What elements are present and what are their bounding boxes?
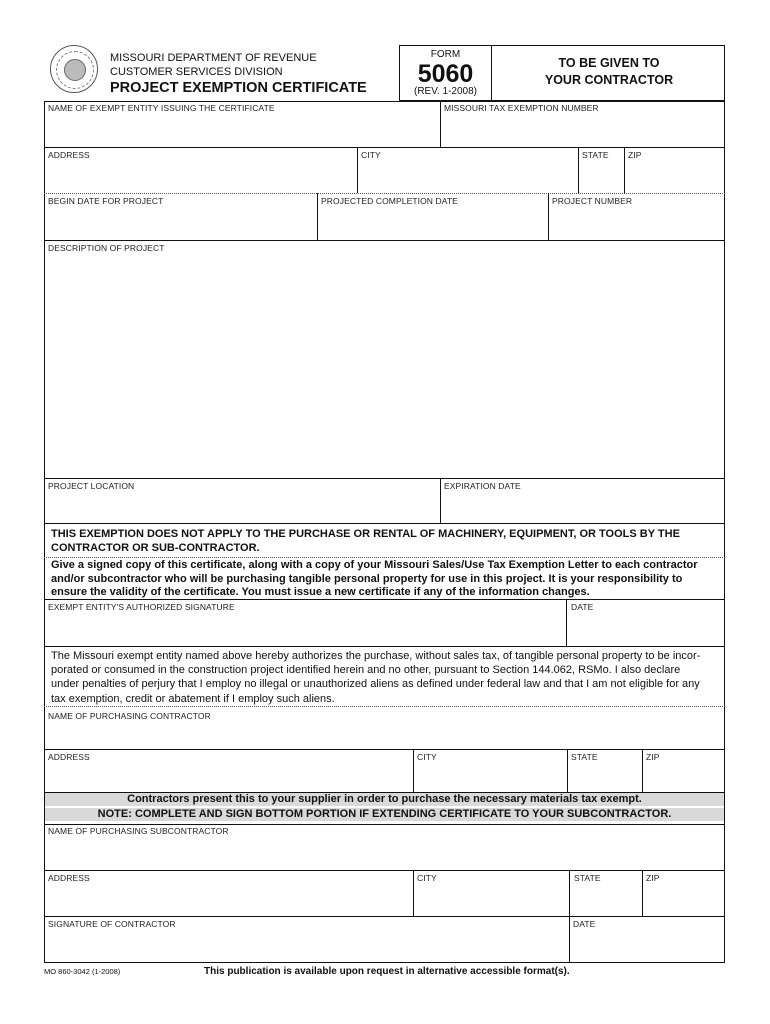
- form-title: PROJECT EXEMPTION CERTIFICATE: [110, 80, 367, 96]
- contractor-zip-field[interactable]: ZIP: [646, 752, 660, 762]
- exempt-entity-name-field[interactable]: NAME OF EXEMPT ENTITY ISSUING THE CERTIFICATE: [48, 103, 275, 113]
- accessibility-notice: This publication is available upon request in alternative accessible format(s).: [204, 966, 570, 977]
- column-divider: [624, 147, 625, 193]
- issuance-instructions: [51, 559, 698, 600]
- column-divider: [642, 870, 643, 916]
- begin-date-field[interactable]: BEGIN DATE FOR PROJECT: [48, 196, 164, 206]
- column-divider: [569, 870, 570, 916]
- tax-exemption-number-field[interactable]: MISSOURI TAX EXEMPTION NUMBER: [444, 103, 599, 113]
- divider: [44, 478, 725, 479]
- project-location-field[interactable]: PROJECT LOCATION: [48, 481, 135, 491]
- authorization-line: The Missouri exempt entity named above hereby authorizes the purchase, without sales tax, of tangible personal property to be incor-: [51, 650, 701, 662]
- contractor-name-field[interactable]: NAME OF PURCHASING CONTRACTOR: [48, 711, 211, 721]
- form-code: MO 860-3042 (1-2008): [44, 967, 121, 976]
- entity-zip-field[interactable]: ZIP: [628, 150, 642, 160]
- subcontractor-note: NOTE: COMPLETE AND SIGN BOTTOM PORTION IF EXTENDING CERTIFICATE TO YOUR SUBCONTRACTOR.: [97, 808, 672, 820]
- authorization-line: porated or consumed in the construction project identified herein and no other, pursuant to Section 144.062, RSMo. I also declare: [51, 664, 681, 677]
- project-number-field[interactable]: PROJECT NUMBER: [552, 196, 633, 206]
- warning-line: CONTRACTOR OR SUB-CONTRACTOR.: [51, 541, 260, 554]
- column-divider: [569, 916, 570, 963]
- authorization-line: under penalties of perjury that I employ no illegal or unauthorized aliens as defined under federal law and that I am not eligible for any: [51, 678, 700, 691]
- contractor-state-field[interactable]: STATE: [571, 752, 598, 762]
- instruction-line: ensure the validity of the certificate. You must issue a new certificate if any of the information changes.: [51, 586, 590, 598]
- divider: [44, 147, 725, 148]
- department-name: MISSOURI DEPARTMENT OF REVENUE: [110, 52, 317, 64]
- entity-signature-field[interactable]: EXEMPT ENTITY'S AUTHORIZED SIGNATURE: [48, 602, 235, 612]
- column-divider: [548, 193, 549, 240]
- subcontractor-city-field[interactable]: CITY: [417, 873, 437, 883]
- contractor-city-field[interactable]: CITY: [417, 752, 437, 762]
- authorization-line: tax exemption, credit or abatement if I employ such aliens.: [51, 692, 335, 705]
- divider: [44, 916, 725, 917]
- recipient-line-2: YOUR CONTRACTOR: [544, 73, 674, 87]
- project-description-field[interactable]: DESCRIPTION OF PROJECT: [48, 243, 165, 253]
- divider: [44, 523, 725, 524]
- missouri-state-seal: [50, 45, 98, 93]
- column-divider: [440, 478, 441, 523]
- division-name: CUSTOMER SERVICES DIVISION: [110, 66, 283, 78]
- instruction-line: and/or subcontractor who will be purchasing tangible personal property for use in this project. It is your responsibility to: [51, 572, 683, 585]
- column-divider: [642, 749, 643, 792]
- divider: [44, 824, 725, 825]
- column-divider: [566, 599, 567, 646]
- form-revision: (REV. 1-2008): [414, 86, 477, 97]
- recipient-line-1: TO BE GIVEN TO: [558, 56, 660, 70]
- column-divider: [413, 870, 414, 916]
- instruction-line: Give a signed copy of this certificate, along with a copy of your Missouri Sales/Use Tax Exemption Letter to each contractor: [51, 559, 698, 571]
- divider: [44, 870, 725, 871]
- entity-signature-date-field[interactable]: DATE: [571, 602, 594, 612]
- seal-emblem: [64, 59, 86, 81]
- subcontractor-zip-field[interactable]: ZIP: [646, 873, 660, 883]
- recipient-instruction: [493, 55, 725, 89]
- column-divider: [440, 101, 441, 147]
- divider: [44, 557, 725, 558]
- subcontractor-address-field[interactable]: ADDRESS: [48, 873, 90, 883]
- divider: [44, 646, 725, 647]
- subcontractor-state-field[interactable]: STATE: [574, 873, 601, 883]
- contractor-signature-field[interactable]: SIGNATURE OF CONTRACTOR: [48, 919, 176, 929]
- contractor-signature-date-field[interactable]: DATE: [573, 919, 596, 929]
- authorization-statement: [51, 649, 719, 706]
- expiration-date-field[interactable]: EXPIRATION DATE: [444, 481, 521, 491]
- divider: [44, 193, 725, 194]
- supplier-note: Contractors present this to your supplier in order to purchase the necessary materials tax exempt.: [127, 793, 642, 805]
- warning-line: THIS EXEMPTION DOES NOT APPLY TO THE PURCHASE OR RENTAL OF MACHINERY, EQUIPMENT, OR TOOLS BY THE: [51, 528, 680, 540]
- column-divider: [567, 749, 568, 792]
- exemption-warning: [51, 528, 680, 555]
- entity-address-field[interactable]: ADDRESS: [48, 150, 90, 160]
- divider: [44, 749, 725, 750]
- column-divider: [357, 147, 358, 193]
- column-divider: [317, 193, 318, 240]
- column-divider: [578, 147, 579, 193]
- form-number: 5060: [417, 60, 474, 88]
- divider: [44, 240, 725, 241]
- completion-date-field[interactable]: PROJECTED COMPLETION DATE: [321, 196, 458, 206]
- form-label: FORM: [430, 49, 461, 60]
- divider: [44, 706, 725, 707]
- entity-state-field[interactable]: STATE: [582, 150, 609, 160]
- subcontractor-name-field[interactable]: NAME OF PURCHASING SUBCONTRACTOR: [48, 826, 229, 836]
- contractor-address-field[interactable]: ADDRESS: [48, 752, 90, 762]
- column-divider: [413, 749, 414, 792]
- entity-city-field[interactable]: CITY: [361, 150, 381, 160]
